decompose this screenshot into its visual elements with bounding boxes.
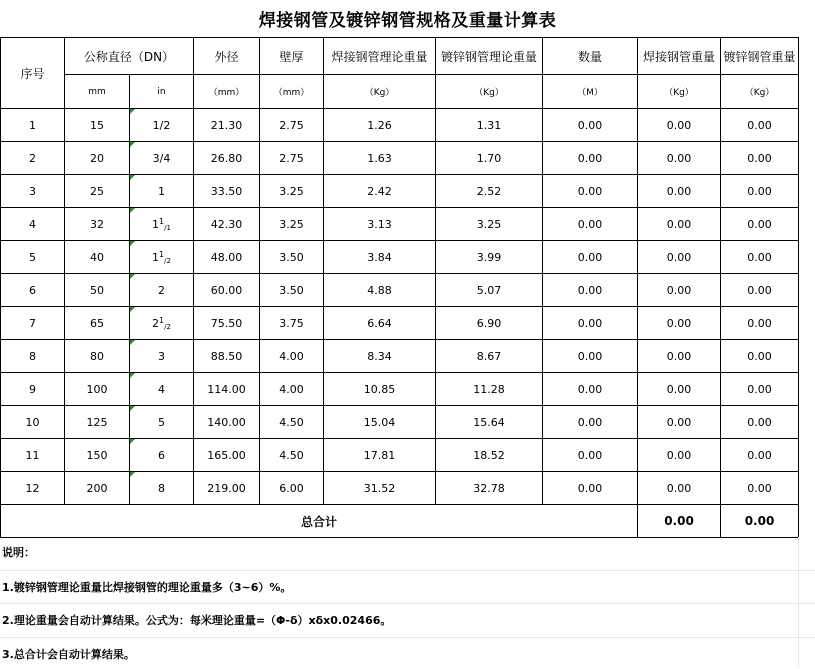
cell-wall[interactable]: 3.75	[260, 307, 324, 340]
cell-weld-theory[interactable]: 15.04	[324, 406, 436, 439]
table-row	[1, 109, 799, 142]
cell-error-marker-icon	[130, 274, 135, 279]
cell-dn-mm[interactable]: 32	[65, 208, 130, 241]
cell-weld-theory[interactable]: 1.63	[324, 142, 436, 175]
total-label[interactable]: 总合计	[1, 505, 638, 538]
sheet-gridline	[0, 603, 815, 604]
cell-qty[interactable]: 0.00	[543, 439, 638, 472]
total-row	[1, 505, 799, 538]
sheet-gridline	[798, 537, 799, 667]
cell-error-marker-icon	[130, 406, 135, 411]
table-row	[1, 208, 799, 241]
table-row	[1, 175, 799, 208]
table-row	[1, 472, 799, 505]
notes-heading[interactable]: 说明：	[2, 546, 35, 559]
cell-dn-in[interactable]	[130, 175, 194, 208]
header-galv-theory[interactable]: 镀锌钢管理论重量	[436, 38, 543, 75]
cell-seq[interactable]: 2	[1, 142, 65, 175]
cell-qty[interactable]: 0.00	[543, 208, 638, 241]
cell-dn-in[interactable]	[130, 307, 194, 340]
cell-galv-theory[interactable]: 2.52	[436, 175, 543, 208]
cell-weld-weight[interactable]: 0.00	[638, 307, 721, 340]
cell-qty[interactable]: 0.00	[543, 142, 638, 175]
cell-seq[interactable]: 7	[1, 307, 65, 340]
cell-galv-weight[interactable]: 0.00	[721, 406, 799, 439]
cell-galv-theory[interactable]: 3.25	[436, 208, 543, 241]
inch-fraction-numerator: 1	[159, 249, 165, 259]
cell-weld-theory[interactable]: 17.81	[324, 439, 436, 472]
cell-weld-weight[interactable]: 0.00	[638, 241, 721, 274]
cell-dn-mm[interactable]: 40	[65, 241, 130, 274]
cell-seq[interactable]: 1	[1, 109, 65, 142]
header-galv-weight-unit[interactable]: （Kg）	[721, 75, 799, 109]
cell-qty[interactable]: 0.00	[543, 373, 638, 406]
cell-dn-mm[interactable]: 80	[65, 340, 130, 373]
cell-weld-weight[interactable]: 0.00	[638, 439, 721, 472]
cell-weld-weight[interactable]: 0.00	[638, 373, 721, 406]
inch-fraction-numerator: 1	[159, 216, 165, 226]
header-weld-weight[interactable]: 焊接钢管重量	[638, 38, 721, 75]
inch-value: 1	[152, 217, 160, 231]
cell-dn-mm[interactable]: 200	[65, 472, 130, 505]
header-seq[interactable]: 序号	[1, 38, 65, 109]
table-row	[1, 340, 799, 373]
header-wall[interactable]: 壁厚	[260, 38, 324, 75]
cell-weld-weight[interactable]: 0.00	[638, 142, 721, 175]
total-weld-weight[interactable]: 0.00	[638, 505, 721, 538]
inch-fraction-denominator: /2	[164, 322, 171, 331]
cell-galv-weight[interactable]: 0.00	[721, 373, 799, 406]
header-qty-unit[interactable]: （M）	[543, 75, 638, 109]
cell-dn-mm[interactable]: 20	[65, 142, 130, 175]
cell-qty[interactable]: 0.00	[543, 109, 638, 142]
cell-galv-theory[interactable]: 1.70	[436, 142, 543, 175]
header-row	[1, 38, 799, 75]
cell-dn-in[interactable]	[130, 373, 194, 406]
inch-value: 4	[158, 382, 165, 396]
cell-weld-weight[interactable]: 0.00	[638, 472, 721, 505]
cell-qty[interactable]: 0.00	[543, 241, 638, 274]
cell-dn-in[interactable]	[130, 142, 194, 175]
cell-od[interactable]: 114.00	[194, 373, 260, 406]
table-row	[1, 241, 799, 274]
sheet-gridline	[0, 637, 815, 638]
table-row	[1, 439, 799, 472]
cell-weld-weight[interactable]: 0.00	[638, 406, 721, 439]
cell-error-marker-icon	[130, 175, 135, 180]
table-row	[1, 373, 799, 406]
header-dn-in[interactable]: in	[130, 75, 194, 109]
cell-wall[interactable]: 2.75	[260, 142, 324, 175]
cell-qty[interactable]: 0.00	[543, 274, 638, 307]
inch-value: 1/2	[152, 118, 171, 132]
inch-value: 1	[158, 184, 165, 198]
cell-error-marker-icon	[130, 142, 135, 147]
cell-od[interactable]: 21.30	[194, 109, 260, 142]
inch-fraction-denominator: /1	[164, 223, 171, 232]
cell-od[interactable]: 33.50	[194, 175, 260, 208]
cell-galv-weight[interactable]: 0.00	[721, 472, 799, 505]
cell-galv-theory[interactable]: 18.52	[436, 439, 543, 472]
cell-galv-theory[interactable]: 15.64	[436, 406, 543, 439]
cell-error-marker-icon	[130, 373, 135, 378]
note-item-1[interactable]: 1.镀锌钢管理论重量比焊接钢管的理论重量多（3~6）%。	[2, 581, 292, 594]
cell-od[interactable]: 165.00	[194, 439, 260, 472]
cell-dn-in[interactable]	[130, 406, 194, 439]
note-item-2[interactable]: 2.理论重量会自动计算结果。公式为：每米理论重量=（Φ-δ）xδx0.02466。	[2, 614, 392, 627]
cell-dn-in[interactable]	[130, 109, 194, 142]
cell-galv-weight[interactable]: 0.00	[721, 109, 799, 142]
cell-qty[interactable]: 0.00	[543, 472, 638, 505]
header-weld-weight-unit[interactable]: （Kg）	[638, 75, 721, 109]
cell-galv-theory[interactable]: 11.28	[436, 373, 543, 406]
cell-dn-mm[interactable]: 65	[65, 307, 130, 340]
cell-dn-mm[interactable]: 25	[65, 175, 130, 208]
cell-weld-theory[interactable]: 3.13	[324, 208, 436, 241]
cell-wall[interactable]: 4.50	[260, 439, 324, 472]
pipe-weight-table	[0, 37, 799, 538]
inch-value: 2	[158, 283, 165, 297]
header-weld-theory-unit[interactable]: （Kg）	[324, 75, 436, 109]
cell-seq[interactable]: 10	[1, 406, 65, 439]
cell-weld-theory[interactable]: 2.42	[324, 175, 436, 208]
cell-galv-weight[interactable]: 0.00	[721, 439, 799, 472]
cell-seq[interactable]: 11	[1, 439, 65, 472]
cell-od[interactable]: 140.00	[194, 406, 260, 439]
cell-galv-weight[interactable]: 0.00	[721, 340, 799, 373]
cell-galv-weight[interactable]: 0.00	[721, 142, 799, 175]
inch-fraction-denominator: /2	[164, 256, 171, 265]
inch-value: 3/4	[152, 151, 171, 165]
cell-weld-theory[interactable]: 4.88	[324, 274, 436, 307]
inch-value: 8	[158, 481, 165, 495]
header-galv-theory-unit[interactable]: （Kg）	[436, 75, 543, 109]
header-wall-unit[interactable]: （mm）	[260, 75, 324, 109]
cell-error-marker-icon	[130, 241, 135, 246]
cell-seq[interactable]: 6	[1, 274, 65, 307]
cell-weld-weight[interactable]: 0.00	[638, 274, 721, 307]
cell-dn-mm[interactable]: 100	[65, 373, 130, 406]
cell-dn-in[interactable]	[130, 274, 194, 307]
header-dn[interactable]: 公称直径（DN）	[65, 38, 194, 75]
cell-weld-weight[interactable]: 0.00	[638, 175, 721, 208]
cell-error-marker-icon	[130, 472, 135, 477]
cell-wall[interactable]: 3.50	[260, 274, 324, 307]
cell-weld-weight[interactable]: 0.00	[638, 340, 721, 373]
table-row	[1, 406, 799, 439]
cell-od[interactable]: 88.50	[194, 340, 260, 373]
cell-galv-weight[interactable]: 0.00	[721, 175, 799, 208]
header-dn-mm[interactable]: mm	[65, 75, 130, 109]
sheet-title: 焊接钢管及镀锌钢管规格及重量计算表	[258, 11, 557, 31]
cell-weld-theory[interactable]: 31.52	[324, 472, 436, 505]
cell-qty[interactable]: 0.00	[543, 406, 638, 439]
sheet-gridline	[0, 570, 815, 571]
header-od-unit[interactable]: （mm）	[194, 75, 260, 109]
cell-wall[interactable]: 3.50	[260, 241, 324, 274]
inch-value: 6	[158, 448, 165, 462]
cell-seq[interactable]: 8	[1, 340, 65, 373]
cell-dn-mm[interactable]: 15	[65, 109, 130, 142]
cell-galv-theory[interactable]: 5.07	[436, 274, 543, 307]
cell-dn-mm[interactable]: 50	[65, 274, 130, 307]
cell-weld-theory[interactable]: 1.26	[324, 109, 436, 142]
cell-error-marker-icon	[130, 208, 135, 213]
cell-wall[interactable]: 4.00	[260, 373, 324, 406]
unit-row	[1, 75, 799, 109]
cell-od[interactable]: 60.00	[194, 274, 260, 307]
cell-error-marker-icon	[130, 307, 135, 312]
cell-dn-in[interactable]	[130, 208, 194, 241]
cell-galv-theory[interactable]: 8.67	[436, 340, 543, 373]
header-weld-theory[interactable]: 焊接钢管理论重量	[324, 38, 436, 75]
cell-galv-weight[interactable]: 0.00	[721, 274, 799, 307]
cell-seq[interactable]: 9	[1, 373, 65, 406]
cell-dn-in[interactable]	[130, 439, 194, 472]
header-galv-weight[interactable]: 镀锌钢管重量	[721, 38, 799, 75]
inch-value: 1	[152, 250, 160, 264]
inch-fraction-numerator: 1	[159, 315, 165, 325]
table-row	[1, 307, 799, 340]
cell-seq[interactable]: 4	[1, 208, 65, 241]
cell-seq[interactable]: 5	[1, 241, 65, 274]
cell-galv-theory[interactable]: 3.99	[436, 241, 543, 274]
header-qty[interactable]: 数量	[543, 38, 638, 75]
cell-weld-theory[interactable]: 6.64	[324, 307, 436, 340]
inch-value: 5	[158, 415, 165, 429]
cell-qty[interactable]: 0.00	[543, 175, 638, 208]
cell-error-marker-icon	[130, 109, 135, 114]
cell-qty[interactable]: 0.00	[543, 340, 638, 373]
cell-galv-weight[interactable]: 0.00	[721, 241, 799, 274]
cell-dn-mm[interactable]: 150	[65, 439, 130, 472]
cell-weld-theory[interactable]: 10.85	[324, 373, 436, 406]
cell-error-marker-icon	[130, 439, 135, 444]
cell-seq[interactable]: 3	[1, 175, 65, 208]
cell-wall[interactable]: 6.00	[260, 472, 324, 505]
cell-error-marker-icon	[130, 340, 135, 345]
cell-seq[interactable]: 12	[1, 472, 65, 505]
cell-dn-mm[interactable]: 125	[65, 406, 130, 439]
cell-wall[interactable]: 2.75	[260, 109, 324, 142]
cell-od[interactable]: 75.50	[194, 307, 260, 340]
cell-od[interactable]: 42.30	[194, 208, 260, 241]
cell-wall[interactable]: 4.00	[260, 340, 324, 373]
cell-dn-in[interactable]	[130, 340, 194, 373]
cell-galv-theory[interactable]: 6.90	[436, 307, 543, 340]
cell-qty[interactable]: 0.00	[543, 307, 638, 340]
table-row	[1, 274, 799, 307]
inch-value: 3	[158, 349, 165, 363]
cell-dn-in[interactable]	[130, 241, 194, 274]
header-od[interactable]: 外径	[194, 38, 260, 75]
cell-galv-theory[interactable]: 32.78	[436, 472, 543, 505]
cell-od[interactable]: 26.80	[194, 142, 260, 175]
cell-od[interactable]: 48.00	[194, 241, 260, 274]
cell-galv-theory[interactable]: 1.31	[436, 109, 543, 142]
cell-dn-in[interactable]	[130, 472, 194, 505]
cell-wall[interactable]: 3.25	[260, 208, 324, 241]
cell-od[interactable]: 219.00	[194, 472, 260, 505]
cell-galv-weight[interactable]: 0.00	[721, 307, 799, 340]
cell-wall[interactable]: 4.50	[260, 406, 324, 439]
inch-value: 2	[152, 316, 160, 330]
table-row	[1, 142, 799, 175]
cell-wall[interactable]: 3.25	[260, 175, 324, 208]
cell-weld-theory[interactable]: 3.84	[324, 241, 436, 274]
cell-weld-theory[interactable]: 8.34	[324, 340, 436, 373]
cell-galv-weight[interactable]: 0.00	[721, 208, 799, 241]
total-galv-weight[interactable]: 0.00	[721, 505, 799, 538]
cell-weld-weight[interactable]: 0.00	[638, 208, 721, 241]
cell-weld-weight[interactable]: 0.00	[638, 109, 721, 142]
note-item-3[interactable]: 3.总合计会自动计算结果。	[2, 648, 135, 661]
